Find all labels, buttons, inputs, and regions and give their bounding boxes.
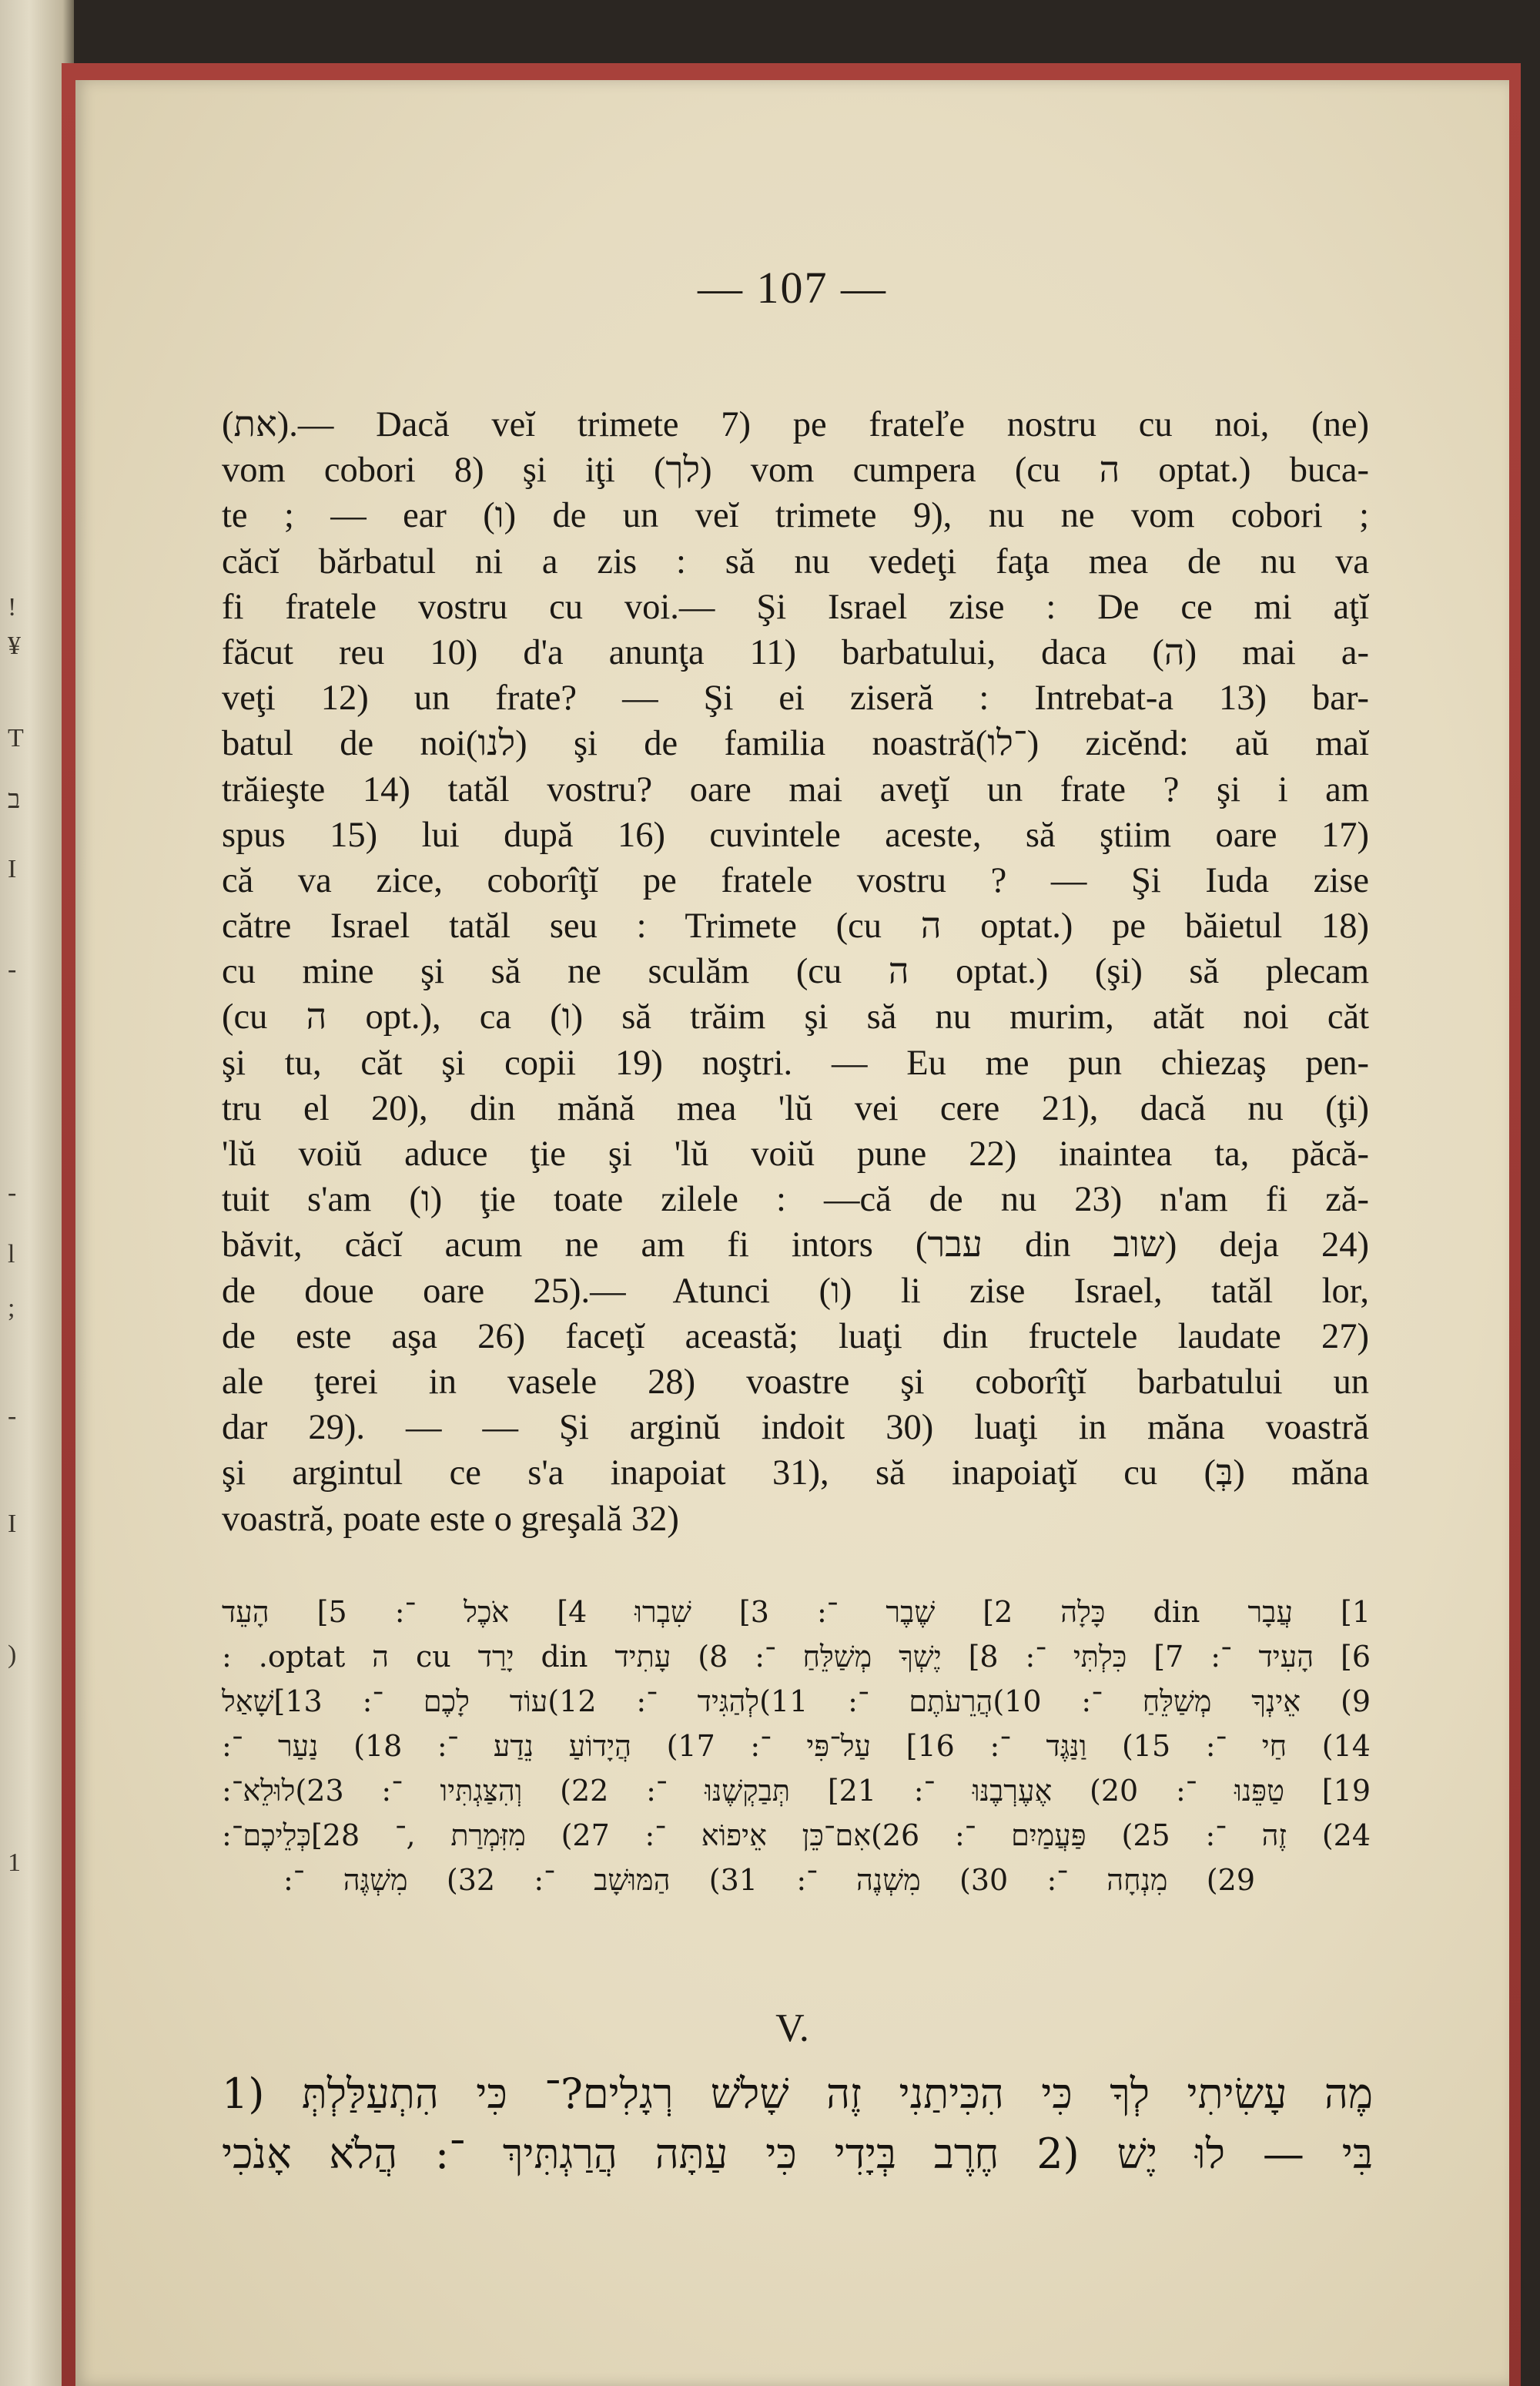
note-line: 24) זֶה ־: 25) פַּעֲמַיִם ־: 26)אִם־כֵּן אֵיפוֹא ־: 27) מִזִּמְרַת ,־ 28]כְּלֵיכֶם־: [222,1818,1371,1852]
edge-mark: l [8,1240,15,1268]
note-line: 1] עֲבָר din כָּלָה 2] שֶׁבֶר ־: 3] שִׁבְרוּ 4] אֹכֶל ־: 5] הָעֵד [222,1595,1371,1629]
edge-mark: ! [8,593,17,622]
edge-mark: - [8,1178,17,1207]
edge-mark: I [8,855,17,883]
note-line: 29) מִנְחָה ־: 30) מִשְׁנֶה ־: 31) הַמּוּשָׁב ־: 32) מִשְׁגֶּה ־: [283,1863,1255,1897]
text-line: 'lŭ voiŭ aduce ţie şi 'lŭ voiŭ pune 22) inaintea ta, păcă- [222,1134,1369,1174]
edge-mark: ; [8,1294,15,1322]
text-line: (cu ה opt.), ca (ו) să trăim şi să nu murim, atăt noi căt [222,997,1369,1037]
text-line: cu mine şi să ne sculăm (cu ה optat.) (şi) să plecam [222,952,1369,992]
text-line: (את).— Dacă veĭ trimete 7) pe frateľe nostru cu noi, (ne) [222,405,1369,444]
section-heading: V. [775,2006,809,2050]
edge-mark: I [8,1510,17,1538]
hebrew-vocabulary-notes [222,1590,1371,1902]
edge-mark: - [8,1402,17,1430]
edge-mark: ¥ [8,632,21,660]
text-line: veţi 12) un frate? — Şi ei ziseră : Intrebat-a 13) bar- [222,679,1369,719]
note-line: 9) אֵינְךָ מְשַׁלֵּחַ ־: 10)הֲרֵעֹתֶם ־: 11)לְהַגִּיד ־: 12)עוֹד לָכֶם ־: 13]שָׁאַל [222,1684,1371,1718]
edge-mark: ב [8,786,21,814]
text-line: voastră, poate este o greşală 32) [222,1499,679,1539]
text-line: te ; — ear (ו) de un veĭ trimete 9), nu ne vom cobori ; [222,496,1369,536]
page-number: — 107 — [698,263,887,313]
passage-line: מֶה עָשִׂיתִי לְךָ כִּי הִכִּיתַנִי זֶה שָׁלֹשׁ רְגָלִים?־ כִּי הִתְעַלַּלְתְּ (1 [222,2069,1373,2118]
text-line: vom cobori 8) şi iţi (לך) vom cumpera (cu ה optat.) buca- [222,451,1369,491]
passage-line: בִּי — לוּ יֶשׁ (2 חֶרֶב בְּיָדִי כִּי עַתָּה הֲרַגְתִּיךְ ־: הֲלֹא אָנֹכִי [222,2130,1373,2178]
note-line: 6] הָעִיד ־: 7] כִּלְתִּי ־: 8] יֶשְׁךָ מְשַׁלֵּחַ ־: 8) עָתִיד din יָרַד cu ה optat. : [222,1640,1371,1674]
edge-mark: T [8,724,24,752]
text-line: tru el 20), din mănă mea 'lŭ vei cere 21), dacă nu (ţi) [222,1088,1369,1128]
note-line: 19] טַפֵּנוּ ־: 20) אֶעֶרְבֶנּוּ ־: 21] תְּבַקְשֶׁנּוּ ־: 22) וְהִצַּגְתִּיו ־: 23)לוּלֵא־: [222,1774,1371,1808]
text-line: şi argintul ce s'a inapoiat 31), să inapoiaţĭ cu (בְּ) măna [222,1453,1369,1493]
text-line: fi fratele vostru cu voi.— Şi Israel zise : De ce mi aţĭ [222,587,1369,627]
text-line: făcut reu 10) d'a anunţa 11) barbatului, daca (ה) mai a- [222,632,1369,672]
text-line: de este aşa 26) faceţĭ această; luaţi din fructele laudate 27) [222,1316,1369,1356]
text-line: tuit s'am (ו) ţie toate zilele : —că de nu 23) n'am fi ză- [222,1180,1369,1220]
book-page [75,80,1509,2386]
edge-mark: ) [8,1640,17,1669]
text-line: batul de noi(לנו) şi de familia noastră(־לו) zicĕnd: aŭ maĭ [222,724,1369,764]
text-line: către Israel tatăl seu : Trimete (cu ה optat.) pe băietul 18) [222,906,1369,947]
text-line: spus 15) lui după 16) cuvintele aceste, să ştiim oare 17) [222,815,1369,855]
main-text [222,402,1369,1542]
text-line: de doue oare 25).— Atunci (ו) li zise Israel, tatăl lor, [222,1271,1369,1311]
edge-mark: - [8,955,17,984]
text-line: şi tu, căt şi copii 19) noştri. — Eu me pun chiezaş pen- [222,1043,1369,1083]
text-line: băvit, căcĭ acum ne am fi intors (עבר din שוב) deja 24) [222,1225,1369,1265]
text-line: căcĭ bărbatul ni a zis : să nu vedeţi faţa mea de nu va [222,541,1369,581]
text-line: trăieşte 14) tatăl vostru? oare mai aveţĭ un frate ? şi i am [222,769,1369,809]
text-line: ale ţerei in vasele 28) voastre şi coborîţĭ barbatului un [222,1362,1369,1402]
edge-mark: 1 [8,1848,21,1877]
hebrew-passage [222,2064,1373,2184]
note-line: 14) חַי ־: 15) וַנַּגֶּד ־: 16] עַל־פִּי ־: 17) הֲיָדוֹעַ נֵדַע ־: 18) נַעַר ־: [222,1729,1371,1763]
text-line: dar 29). — — Şi arginŭ indoit 30) luaţi in măna voastră [222,1408,1369,1448]
text-line: că va zice, coborîţĭ pe fratele vostru ? — Şi Iuda zise [222,860,1369,900]
